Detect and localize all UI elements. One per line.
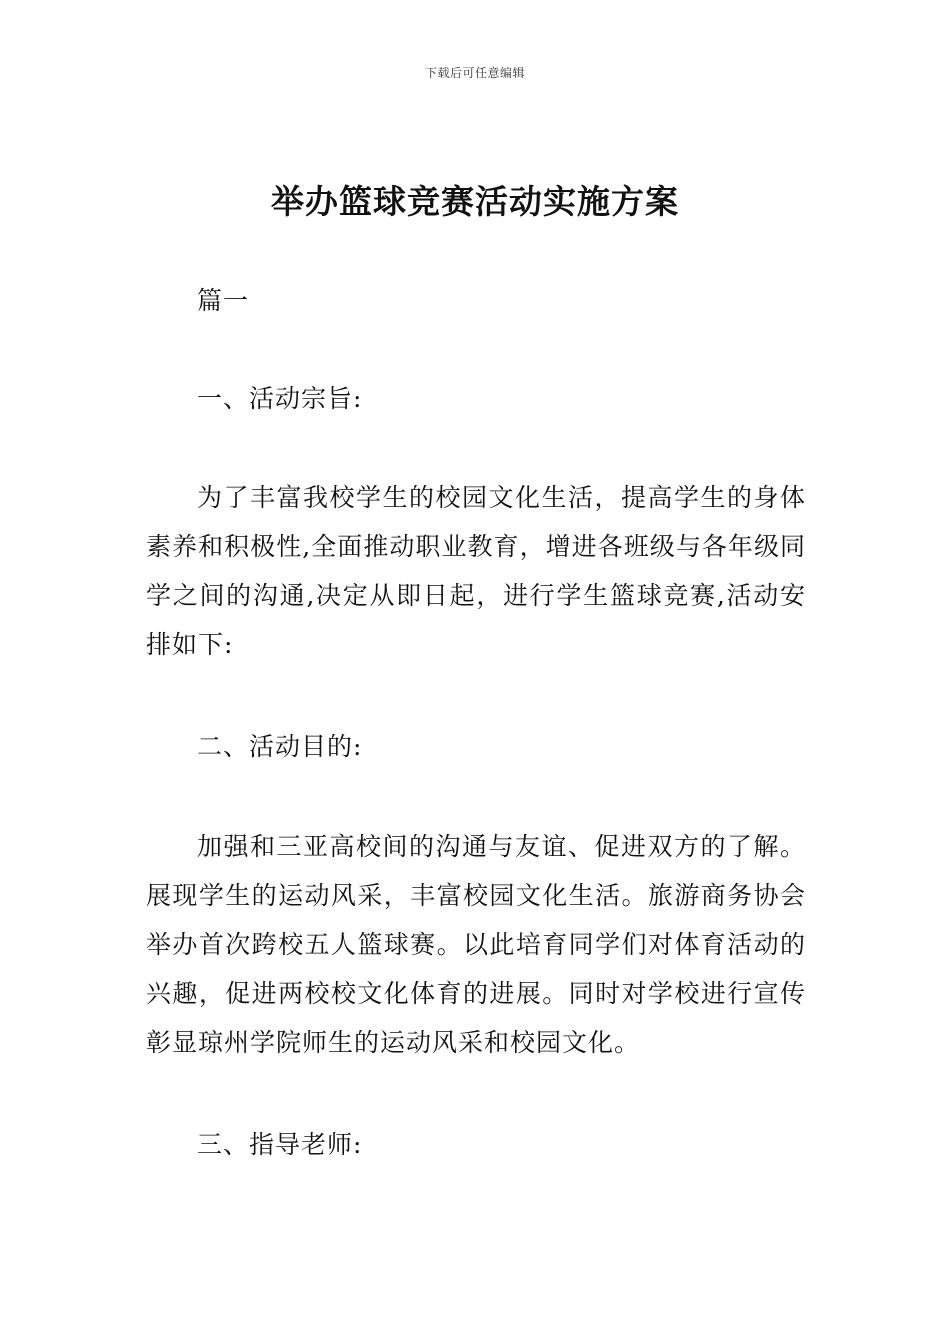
heading-purpose: 一、活动宗旨: [197,384,363,413]
section-label: 篇一 [197,286,250,315]
heading-advisor: 三、指导老师: [197,1130,363,1159]
paragraph-purpose: 为了丰富我校学生的校园文化生活，提高学生的身体素养和积极性,全面推动职业教育，增进各班级与各年级同学之间的沟通,决定从即日起，进行学生篮球竞赛,活动安排如下: [146,483,806,659]
header-note: 下载后可任意编辑 [424,66,525,80]
paragraph-goal: 加强和三亚高校间的沟通与友谊、促进双方的了解。展现学生的运动风采，丰富校园文化生活。旅游商务协会举办首次跨校五人篮球赛。以此培育同学们对体育活动的兴趣，促进两校校文化体育的进展。同时对学校进行宣传彰显琼州学院师生的运动风采和校园文化。 [146,832,806,1057]
document-title: 举办篮球竞赛活动实施方案 [271,182,679,221]
heading-goal: 二、活动目的: [197,732,363,761]
